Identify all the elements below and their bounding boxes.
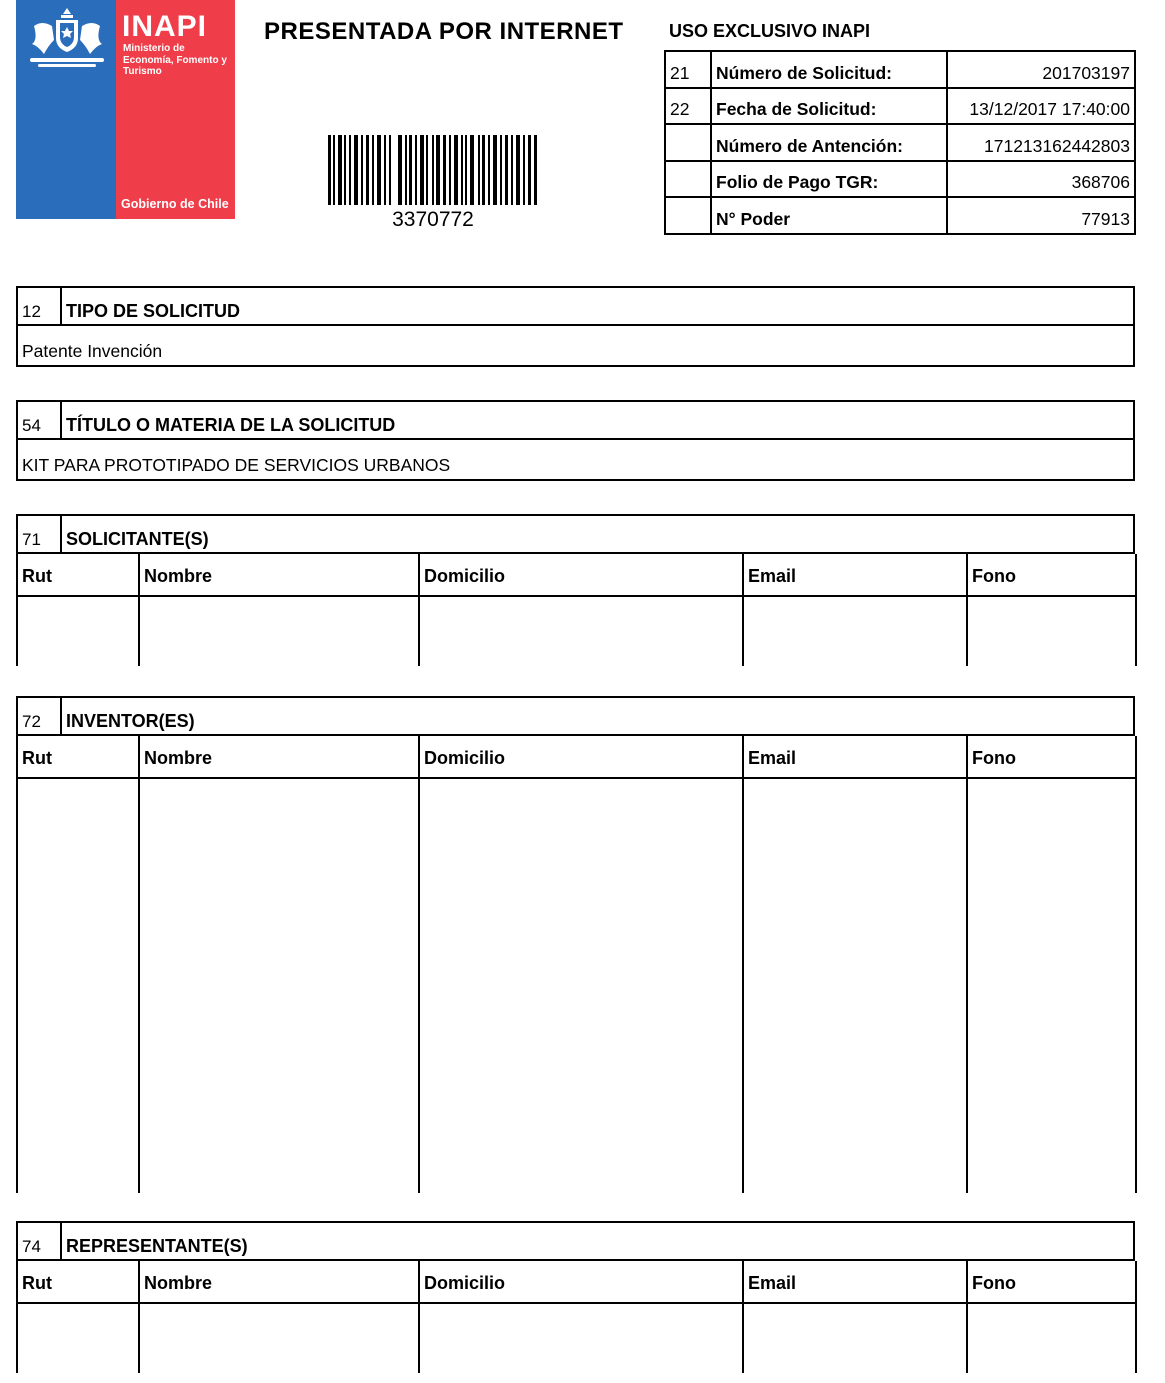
logo-ministry: Ministerio de Economía, Fomento y Turismo (123, 43, 227, 77)
column-rut: Rut (17, 1261, 139, 1303)
redacted-cell (419, 778, 743, 848)
barcode-number: 3370772 (392, 208, 474, 231)
redacted-cell (743, 1303, 967, 1373)
redacted-row (17, 1124, 1136, 1193)
redacted-cell (743, 1124, 967, 1193)
redacted-cell (419, 596, 743, 666)
redacted-cell (139, 596, 419, 666)
document-title: PRESENTADA POR INTERNET (264, 18, 624, 45)
redacted-cell (17, 848, 139, 917)
redacted-cell (139, 1055, 419, 1124)
meta-label: Fecha de Solicitud: (711, 88, 947, 125)
meta-row (665, 88, 1135, 125)
meta-value: 171213162442803 (947, 124, 1135, 161)
logo-government: Gobierno de Chile (121, 197, 229, 211)
redacted-cell (17, 986, 139, 1055)
application-meta-table (664, 50, 1136, 235)
column-rut: Rut (17, 554, 139, 596)
redacted-cell (967, 1124, 1136, 1193)
section-title: SOLICITANTE(S) (66, 529, 209, 549)
section-code: 54 (18, 402, 62, 438)
redacted-cell (743, 596, 967, 666)
redacted-cell (17, 596, 139, 666)
meta-code (665, 124, 711, 161)
section-header (16, 514, 1135, 554)
column-rut: Rut (17, 736, 139, 778)
inventores-table (16, 736, 1137, 1193)
section-header (16, 286, 1135, 326)
redacted-cell (743, 986, 967, 1055)
redacted-row (17, 778, 1136, 848)
meta-label: Número de Antención: (711, 124, 947, 161)
column-fono: Fono (967, 736, 1136, 778)
meta-code: 21 (665, 51, 711, 88)
section-value: Patente Invención (16, 326, 1135, 367)
column-domicilio: Domicilio (419, 554, 743, 596)
redacted-cell (743, 778, 967, 848)
redacted-cell (967, 986, 1136, 1055)
redacted-cell (743, 848, 967, 917)
solicitantes-table (16, 554, 1137, 666)
meta-value: 201703197 (947, 51, 1135, 88)
redacted-cell (139, 986, 419, 1055)
redacted-cell (967, 917, 1136, 986)
redacted-row (17, 596, 1136, 666)
representantes-table (16, 1261, 1137, 1373)
meta-label: Número de Solicitud: (711, 51, 947, 88)
column-email: Email (743, 736, 967, 778)
redacted-row (17, 986, 1136, 1055)
column-nombre: Nombre (139, 554, 419, 596)
meta-label: N° Poder (711, 197, 947, 234)
table-header-row (17, 736, 1136, 778)
redacted-cell (139, 1124, 419, 1193)
section-title: REPRESENTANTE(S) (66, 1236, 248, 1256)
redacted-cell (967, 778, 1136, 848)
inapi-logo (16, 0, 235, 219)
redacted-row (17, 848, 1136, 917)
section-code: 12 (18, 288, 62, 324)
redacted-cell (139, 848, 419, 917)
section-title: TIPO DE SOLICITUD (66, 301, 241, 321)
section-code: 74 (18, 1223, 62, 1259)
redacted-cell (139, 1303, 419, 1373)
meta-code (665, 197, 711, 234)
meta-label: Folio de Pago TGR: (711, 161, 947, 198)
meta-row (665, 51, 1135, 88)
section-value: KIT PARA PROTOTIPADO DE SERVICIOS URBANOS (16, 440, 1135, 481)
redacted-cell (419, 986, 743, 1055)
column-fono: Fono (967, 1261, 1136, 1303)
meta-row (665, 197, 1135, 234)
section-header (16, 400, 1135, 440)
chile-coat-of-arms-icon (24, 6, 110, 70)
redacted-cell (139, 778, 419, 848)
section-tipo-solicitud (16, 286, 1135, 367)
section-title: TÍTULO O MATERIA DE LA SOLICITUD (66, 415, 396, 435)
column-fono: Fono (967, 554, 1136, 596)
meta-code (665, 161, 711, 198)
redacted-row (17, 917, 1136, 986)
redacted-cell (967, 1055, 1136, 1124)
redacted-cell (419, 917, 743, 986)
section-title: INVENTOR(ES) (66, 711, 195, 731)
exclusive-use-label: USO EXCLUSIVO INAPI (669, 21, 871, 41)
redacted-cell (17, 1124, 139, 1193)
section-code: 71 (18, 516, 62, 552)
redacted-cell (139, 917, 419, 986)
redacted-cell (743, 917, 967, 986)
column-domicilio: Domicilio (419, 1261, 743, 1303)
section-representantes (16, 1221, 1135, 1373)
section-inventores (16, 696, 1135, 1193)
column-email: Email (743, 1261, 967, 1303)
logo-name: INAPI (122, 10, 208, 43)
section-titulo-solicitud (16, 400, 1135, 481)
meta-code: 22 (665, 88, 711, 125)
redacted-cell (419, 1124, 743, 1193)
section-header (16, 696, 1135, 736)
table-header-row (17, 1261, 1136, 1303)
redacted-cell (419, 1303, 743, 1373)
section-header (16, 1221, 1135, 1261)
redacted-cell (419, 1055, 743, 1124)
redacted-cell (967, 848, 1136, 917)
redacted-cell (17, 917, 139, 986)
redacted-cell (419, 848, 743, 917)
column-email: Email (743, 554, 967, 596)
column-nombre: Nombre (139, 1261, 419, 1303)
redacted-cell (967, 1303, 1136, 1373)
section-solicitantes (16, 514, 1135, 666)
meta-value: 13/12/2017 17:40:00 (947, 88, 1135, 125)
barcode-icon (328, 135, 538, 205)
redacted-cell (17, 1303, 139, 1373)
redacted-cell (967, 596, 1136, 666)
meta-value: 77913 (947, 197, 1135, 234)
column-nombre: Nombre (139, 736, 419, 778)
redacted-row (17, 1055, 1136, 1124)
redacted-cell (17, 778, 139, 848)
redacted-cell (743, 1055, 967, 1124)
meta-row (665, 161, 1135, 198)
table-header-row (17, 554, 1136, 596)
redacted-row (17, 1303, 1136, 1373)
meta-row (665, 124, 1135, 161)
column-domicilio: Domicilio (419, 736, 743, 778)
section-code: 72 (18, 698, 62, 734)
redacted-cell (17, 1055, 139, 1124)
meta-value: 368706 (947, 161, 1135, 198)
